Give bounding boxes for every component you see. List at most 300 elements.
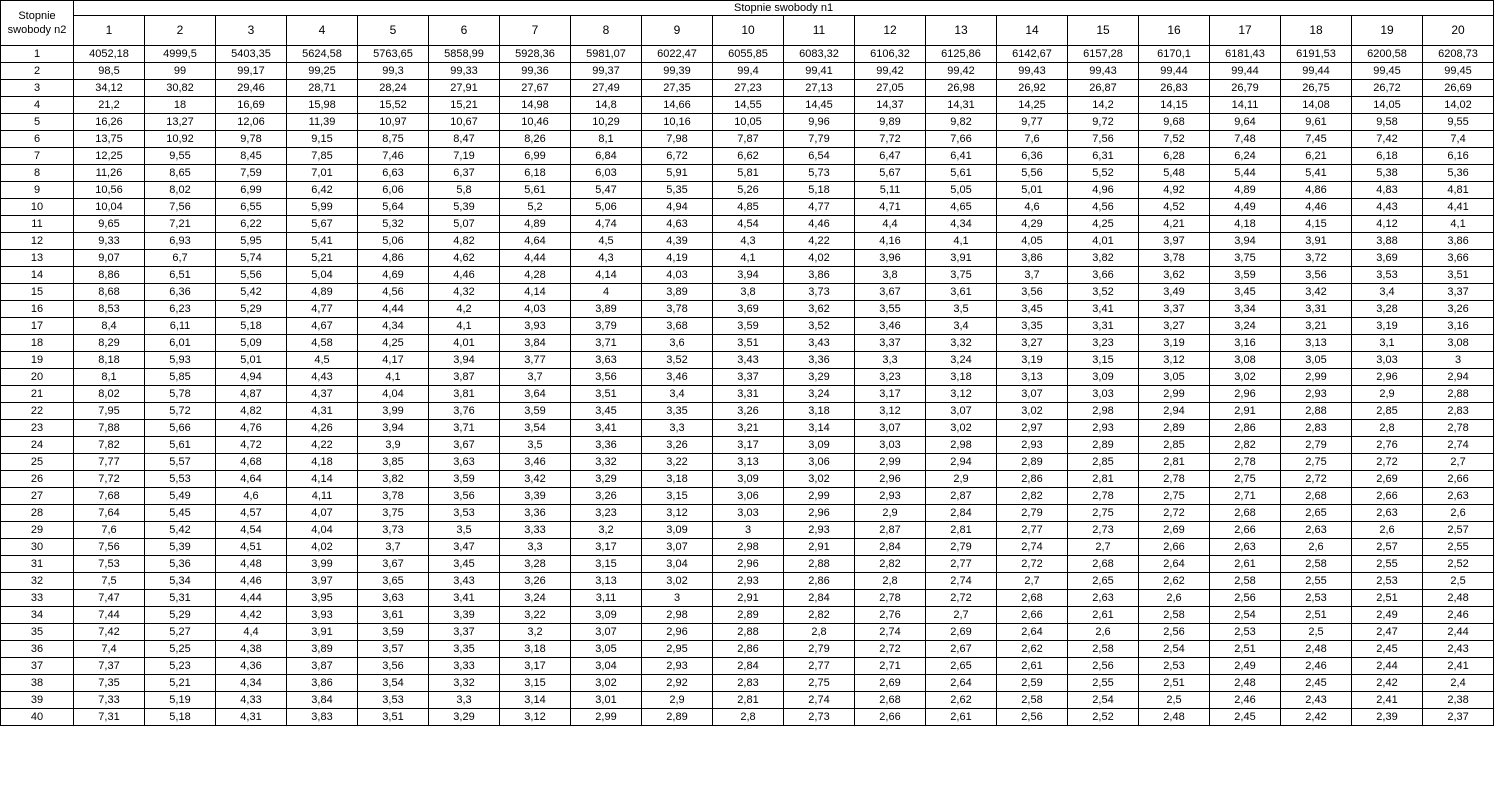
- table-cell: 3,79: [571, 318, 642, 335]
- table-cell: 4,44: [358, 301, 429, 318]
- table-row: [1, 182, 1494, 199]
- table-cell: 7,56: [145, 199, 216, 216]
- table-cell: 3,24: [500, 590, 571, 607]
- table-cell: 2,9: [926, 471, 997, 488]
- table-cell: 3,21: [713, 420, 784, 437]
- table-cell: 3,84: [287, 692, 358, 709]
- table-cell: 3,77: [500, 352, 571, 369]
- table-cell: 3,61: [926, 284, 997, 301]
- table-cell: 7,44: [74, 607, 145, 624]
- table-cell: 3,7: [358, 539, 429, 556]
- table-cell: 5,72: [145, 403, 216, 420]
- table-cell: 2,6: [1139, 590, 1210, 607]
- table-cell: 2,88: [713, 624, 784, 641]
- table-cell: 7,72: [74, 471, 145, 488]
- table-row: [1, 301, 1494, 318]
- table-cell: 4,4: [216, 624, 287, 641]
- table-cell: 16,26: [74, 114, 145, 131]
- table-cell: 4,29: [997, 216, 1068, 233]
- table-cell: 3,37: [1139, 301, 1210, 318]
- table-cell: 3,63: [358, 590, 429, 607]
- table-cell: 5,66: [145, 420, 216, 437]
- table-cell: 26,75: [1281, 80, 1352, 97]
- table-cell: 3,12: [926, 386, 997, 403]
- table-cell: 3,97: [287, 573, 358, 590]
- table-cell: 27,35: [642, 80, 713, 97]
- row-header-n2: 37: [1, 658, 74, 675]
- table-cell: 2,78: [1068, 488, 1139, 505]
- table-cell: 3,47: [429, 539, 500, 556]
- table-cell: 15,98: [287, 97, 358, 114]
- table-cell: 3,34: [1210, 301, 1281, 318]
- table-cell: 2,62: [926, 692, 997, 709]
- table-cell: 6,16: [1423, 148, 1494, 165]
- table-cell: 3,43: [713, 352, 784, 369]
- row-header-n2: 25: [1, 454, 74, 471]
- table-cell: 2,89: [997, 454, 1068, 471]
- table-cell: 3,45: [429, 556, 500, 573]
- table-cell: 4,56: [1068, 199, 1139, 216]
- table-cell: 3,87: [287, 658, 358, 675]
- table-cell: 2,64: [1139, 556, 1210, 573]
- table-cell: 4,46: [429, 267, 500, 284]
- table-cell: 5,42: [216, 284, 287, 301]
- table-cell: 3,3: [642, 420, 713, 437]
- table-cell: 4,04: [287, 522, 358, 539]
- table-cell: 2,63: [1068, 590, 1139, 607]
- table-cell: 3,53: [1352, 267, 1423, 284]
- table-cell: 26,92: [997, 80, 1068, 97]
- table-cell: 9,68: [1139, 114, 1210, 131]
- table-cell: 2,7: [926, 607, 997, 624]
- table-cell: 3,05: [571, 641, 642, 658]
- table-cell: 2,85: [1068, 454, 1139, 471]
- table-cell: 5,26: [713, 182, 784, 199]
- table-cell: 14,45: [784, 97, 855, 114]
- table-cell: 7,88: [74, 420, 145, 437]
- table-cell: 4,81: [1423, 182, 1494, 199]
- table-cell: 2,87: [855, 522, 926, 539]
- table-cell: 2,99: [784, 488, 855, 505]
- table-cell: 26,87: [1068, 80, 1139, 97]
- table-cell: 3,76: [429, 403, 500, 420]
- table-cell: 4,12: [1352, 216, 1423, 233]
- table-cell: 2,66: [1352, 488, 1423, 505]
- table-cell: 3,59: [1210, 267, 1281, 284]
- table-cell: 3,22: [500, 607, 571, 624]
- table-cell: 6055,85: [713, 46, 784, 63]
- table-cell: 7,21: [145, 216, 216, 233]
- table-cell: 10,16: [642, 114, 713, 131]
- table-cell: 14,37: [855, 97, 926, 114]
- table-cell: 2,93: [855, 488, 926, 505]
- table-cell: 3,64: [500, 386, 571, 403]
- table-cell: 2,76: [855, 607, 926, 624]
- table-cell: 3,23: [855, 369, 926, 386]
- table-cell: 3,66: [1068, 267, 1139, 284]
- table-cell: 3,85: [358, 454, 429, 471]
- table-cell: 2,81: [1068, 471, 1139, 488]
- table-cell: 2,89: [1139, 420, 1210, 437]
- table-cell: 14,08: [1281, 97, 1352, 114]
- table-cell: 6,47: [855, 148, 926, 165]
- table-cell: 3,75: [1210, 250, 1281, 267]
- row-header-n2: 1: [1, 46, 74, 63]
- table-row: [1, 624, 1494, 641]
- table-cell: 9,07: [74, 250, 145, 267]
- table-cell: 3,86: [287, 675, 358, 692]
- table-cell: 3,16: [1423, 318, 1494, 335]
- table-cell: 5,34: [145, 573, 216, 590]
- row-header-n2: 16: [1, 301, 74, 318]
- table-cell: 5981,07: [571, 46, 642, 63]
- table-cell: 8,1: [74, 369, 145, 386]
- table-cell: 5,25: [145, 641, 216, 658]
- table-cell: 3,63: [429, 454, 500, 471]
- table-cell: 99,42: [855, 63, 926, 80]
- column-header-n1: 3: [216, 16, 287, 46]
- table-cell: 4,89: [1210, 182, 1281, 199]
- row-header-n2: 26: [1, 471, 74, 488]
- table-cell: 3,75: [926, 267, 997, 284]
- table-cell: 2,79: [1281, 437, 1352, 454]
- column-header-n1: 18: [1281, 16, 1352, 46]
- table-cell: 7,45: [1281, 131, 1352, 148]
- table-cell: 15,52: [358, 97, 429, 114]
- table-cell: 5,39: [429, 199, 500, 216]
- table-cell: 3,41: [1068, 301, 1139, 318]
- table-cell: 2,94: [1139, 403, 1210, 420]
- table-cell: 2,53: [1281, 590, 1352, 607]
- table-cell: 2,48: [1139, 709, 1210, 726]
- table-cell: 4,15: [1281, 216, 1352, 233]
- table-cell: 4,86: [1281, 182, 1352, 199]
- table-cell: 3,52: [784, 318, 855, 335]
- table-cell: 3,73: [784, 284, 855, 301]
- table-cell: 2,87: [926, 488, 997, 505]
- table-cell: 6142,67: [997, 46, 1068, 63]
- table-cell: 3,46: [855, 318, 926, 335]
- table-cell: 6,55: [216, 199, 287, 216]
- table-cell: 3,52: [1068, 284, 1139, 301]
- table-cell: 3,41: [571, 420, 642, 437]
- table-cell: 2,66: [1210, 522, 1281, 539]
- table-cell: 4,6: [997, 199, 1068, 216]
- table-cell: 9,55: [1423, 114, 1494, 131]
- table-cell: 3,3: [500, 539, 571, 556]
- table-cell: 3,08: [1423, 335, 1494, 352]
- table-cell: 3,13: [571, 573, 642, 590]
- row-header-n2: 17: [1, 318, 74, 335]
- table-cell: 2,99: [571, 709, 642, 726]
- table-cell: 4,02: [287, 539, 358, 556]
- table-cell: 6170,1: [1139, 46, 1210, 63]
- table-row: [1, 335, 1494, 352]
- table-cell: 3,28: [500, 556, 571, 573]
- table-cell: 4,77: [784, 199, 855, 216]
- table-cell: 5,19: [145, 692, 216, 709]
- table-cell: 3,17: [500, 658, 571, 675]
- table-cell: 6181,43: [1210, 46, 1281, 63]
- table-cell: 3,18: [784, 403, 855, 420]
- table-cell: 7,46: [358, 148, 429, 165]
- table-cell: 3,55: [855, 301, 926, 318]
- table-cell: 2,43: [1281, 692, 1352, 709]
- table-cell: 3,5: [429, 522, 500, 539]
- table-row: [1, 284, 1494, 301]
- row-header-n2: 33: [1, 590, 74, 607]
- table-cell: 5,56: [997, 165, 1068, 182]
- column-header-n1: 9: [642, 16, 713, 46]
- table-cell: 2,8: [855, 573, 926, 590]
- table-cell: 4,11: [287, 488, 358, 505]
- table-cell: 4,16: [855, 233, 926, 250]
- table-cell: 3,3: [855, 352, 926, 369]
- row-header-n2: 10: [1, 199, 74, 216]
- table-cell: 3,03: [855, 437, 926, 454]
- table-row: [1, 352, 1494, 369]
- table-cell: 9,89: [855, 114, 926, 131]
- table-cell: 3,59: [500, 403, 571, 420]
- table-cell: 4,02: [784, 250, 855, 267]
- table-cell: 4,41: [1423, 199, 1494, 216]
- table-cell: 5,61: [500, 182, 571, 199]
- table-cell: 5,49: [145, 488, 216, 505]
- table-cell: 4,34: [926, 216, 997, 233]
- table-cell: 2,64: [926, 675, 997, 692]
- table-cell: 26,79: [1210, 80, 1281, 97]
- table-cell: 2,77: [997, 522, 1068, 539]
- table-cell: 3,45: [997, 301, 1068, 318]
- table-cell: 2,66: [997, 607, 1068, 624]
- row-header-n2: 32: [1, 573, 74, 590]
- table-cell: 4,2: [429, 301, 500, 318]
- table-cell: 7,42: [1352, 131, 1423, 148]
- table-cell: 5,27: [145, 624, 216, 641]
- row-header-n2: 36: [1, 641, 74, 658]
- table-cell: 2,88: [1423, 386, 1494, 403]
- table-cell: 6,93: [145, 233, 216, 250]
- table-row: [1, 80, 1494, 97]
- table-cell: 3,29: [571, 471, 642, 488]
- table-cell: 5,29: [216, 301, 287, 318]
- table-cell: 2,9: [855, 505, 926, 522]
- table-cell: 3,89: [287, 641, 358, 658]
- table-row: [1, 590, 1494, 607]
- table-cell: 2,83: [1281, 420, 1352, 437]
- table-row: [1, 437, 1494, 454]
- table-cell: 2,6: [1352, 522, 1423, 539]
- table-cell: 4,83: [1352, 182, 1423, 199]
- table-cell: 16,69: [216, 97, 287, 114]
- table-cell: 7,35: [74, 675, 145, 692]
- table-cell: 3,71: [429, 420, 500, 437]
- table-cell: 2,58: [1139, 607, 1210, 624]
- table-cell: 2,53: [1352, 573, 1423, 590]
- row-header-n2: 39: [1, 692, 74, 709]
- table-cell: 4,05: [997, 233, 1068, 250]
- table-cell: 5,41: [287, 233, 358, 250]
- table-cell: 3,99: [287, 556, 358, 573]
- table-cell: 3,33: [500, 522, 571, 539]
- table-cell: 3,56: [997, 284, 1068, 301]
- table-cell: 3,56: [358, 658, 429, 675]
- table-cell: 6,06: [358, 182, 429, 199]
- table-cell: 6,03: [571, 165, 642, 182]
- table-cell: 3,14: [784, 420, 855, 437]
- row-header-n2: 6: [1, 131, 74, 148]
- table-cell: 3,7: [997, 267, 1068, 284]
- table-cell: 2,83: [713, 675, 784, 692]
- table-cell: 2,86: [1210, 420, 1281, 437]
- row-header-n2: 22: [1, 403, 74, 420]
- table-cell: 14,55: [713, 97, 784, 114]
- table-cell: 4,04: [358, 386, 429, 403]
- table-cell: 5,36: [1423, 165, 1494, 182]
- table-cell: 2,41: [1352, 692, 1423, 709]
- table-cell: 3,89: [642, 284, 713, 301]
- table-cell: 4,32: [429, 284, 500, 301]
- table-cell: 3: [1423, 352, 1494, 369]
- table-cell: 3,04: [571, 658, 642, 675]
- table-row: [1, 199, 1494, 216]
- table-cell: 98,5: [74, 63, 145, 80]
- table-cell: 2,44: [1423, 624, 1494, 641]
- table-cell: 3,17: [713, 437, 784, 454]
- table-cell: 6,36: [145, 284, 216, 301]
- table-cell: 2,79: [926, 539, 997, 556]
- table-cell: 2,44: [1352, 658, 1423, 675]
- table-cell: 99,44: [1281, 63, 1352, 80]
- table-cell: 3,4: [926, 318, 997, 335]
- table-cell: 99,44: [1139, 63, 1210, 80]
- table-cell: 2,48: [1281, 641, 1352, 658]
- table-cell: 14,8: [571, 97, 642, 114]
- table-cell: 12,25: [74, 148, 145, 165]
- table-cell: 3,37: [1423, 284, 1494, 301]
- table-cell: 2,51: [1281, 607, 1352, 624]
- table-cell: 3,96: [855, 250, 926, 267]
- table-cell: 2,93: [713, 573, 784, 590]
- table-cell: 6157,28: [1068, 46, 1139, 63]
- table-cell: 2,92: [642, 675, 713, 692]
- column-header-n1: 12: [855, 16, 926, 46]
- table-row: [1, 131, 1494, 148]
- table-cell: 8,68: [74, 284, 145, 301]
- table-row: [1, 46, 1494, 63]
- table-cell: 2,65: [926, 658, 997, 675]
- table-cell: 3,51: [1423, 267, 1494, 284]
- table-cell: 3,24: [926, 352, 997, 369]
- table-cell: 2,54: [1068, 692, 1139, 709]
- table-cell: 7,01: [287, 165, 358, 182]
- table-cell: 7,72: [855, 131, 926, 148]
- table-cell: 2,74: [997, 539, 1068, 556]
- table-cell: 2,59: [997, 675, 1068, 692]
- table-cell: 5,06: [358, 233, 429, 250]
- table-cell: 2,55: [1352, 556, 1423, 573]
- table-cell: 3,15: [1068, 352, 1139, 369]
- column-header-n1: 2: [145, 16, 216, 46]
- table-row: [1, 709, 1494, 726]
- table-cell: 4,14: [500, 284, 571, 301]
- table-cell: 3,91: [926, 250, 997, 267]
- table-cell: 2,66: [855, 709, 926, 726]
- table-cell: 2,65: [1068, 573, 1139, 590]
- table-cell: 3,07: [571, 624, 642, 641]
- table-cell: 3,86: [1423, 233, 1494, 250]
- table-cell: 2,69: [855, 675, 926, 692]
- table-cell: 2,98: [1068, 403, 1139, 420]
- table-row: [1, 267, 1494, 284]
- table-cell: 3,26: [500, 573, 571, 590]
- table-cell: 3,37: [429, 624, 500, 641]
- table-cell: 10,97: [358, 114, 429, 131]
- table-cell: 5,01: [997, 182, 1068, 199]
- table-cell: 2,58: [997, 692, 1068, 709]
- table-cell: 3,94: [358, 420, 429, 437]
- table-cell: 3,27: [997, 335, 1068, 352]
- table-cell: 99,4: [713, 63, 784, 80]
- table-cell: 2,54: [1139, 641, 1210, 658]
- table-cell: 2,52: [1423, 556, 1494, 573]
- column-group-header-n1: Stopnie swobody n1: [74, 1, 1494, 16]
- table-cell: 3,91: [1281, 233, 1352, 250]
- table-cell: 28,71: [287, 80, 358, 97]
- table-cell: 3,13: [1281, 335, 1352, 352]
- table-cell: 5,38: [1352, 165, 1423, 182]
- table-cell: 10,92: [145, 131, 216, 148]
- table-cell: 14,66: [642, 97, 713, 114]
- table-cell: 2,39: [1352, 709, 1423, 726]
- row-header-n2: 24: [1, 437, 74, 454]
- table-cell: 2,78: [1423, 420, 1494, 437]
- table-cell: 6,31: [1068, 148, 1139, 165]
- table-cell: 3,93: [500, 318, 571, 335]
- table-cell: 6,22: [216, 216, 287, 233]
- table-cell: 3,03: [1352, 352, 1423, 369]
- table-cell: 5,67: [855, 165, 926, 182]
- table-cell: 3,36: [784, 352, 855, 369]
- table-row: [1, 97, 1494, 114]
- table-cell: 4,65: [926, 199, 997, 216]
- table-row: [1, 114, 1494, 131]
- table-cell: 6083,32: [784, 46, 855, 63]
- table-cell: 3,09: [571, 607, 642, 624]
- table-cell: 2,58: [1068, 641, 1139, 658]
- table-cell: 3,36: [500, 505, 571, 522]
- table-cell: 3,18: [642, 471, 713, 488]
- table-cell: 9,78: [216, 131, 287, 148]
- table-cell: 4,68: [216, 454, 287, 471]
- table-cell: 3,56: [429, 488, 500, 505]
- table-cell: 4,46: [784, 216, 855, 233]
- table-cell: 3,24: [784, 386, 855, 403]
- table-cell: 4,3: [571, 250, 642, 267]
- table-cell: 2,75: [1281, 454, 1352, 471]
- table-cell: 2,75: [784, 675, 855, 692]
- table-cell: 7,48: [1210, 131, 1281, 148]
- table-cell: 6125,86: [926, 46, 997, 63]
- table-cell: 3,27: [1139, 318, 1210, 335]
- table-cell: 2,93: [1281, 386, 1352, 403]
- table-cell: 2,84: [784, 590, 855, 607]
- table-cell: 3,07: [997, 386, 1068, 403]
- table-cell: 2,47: [1352, 624, 1423, 641]
- table-cell: 2,99: [1281, 369, 1352, 386]
- table-cell: 4,25: [358, 335, 429, 352]
- table-row: [1, 386, 1494, 403]
